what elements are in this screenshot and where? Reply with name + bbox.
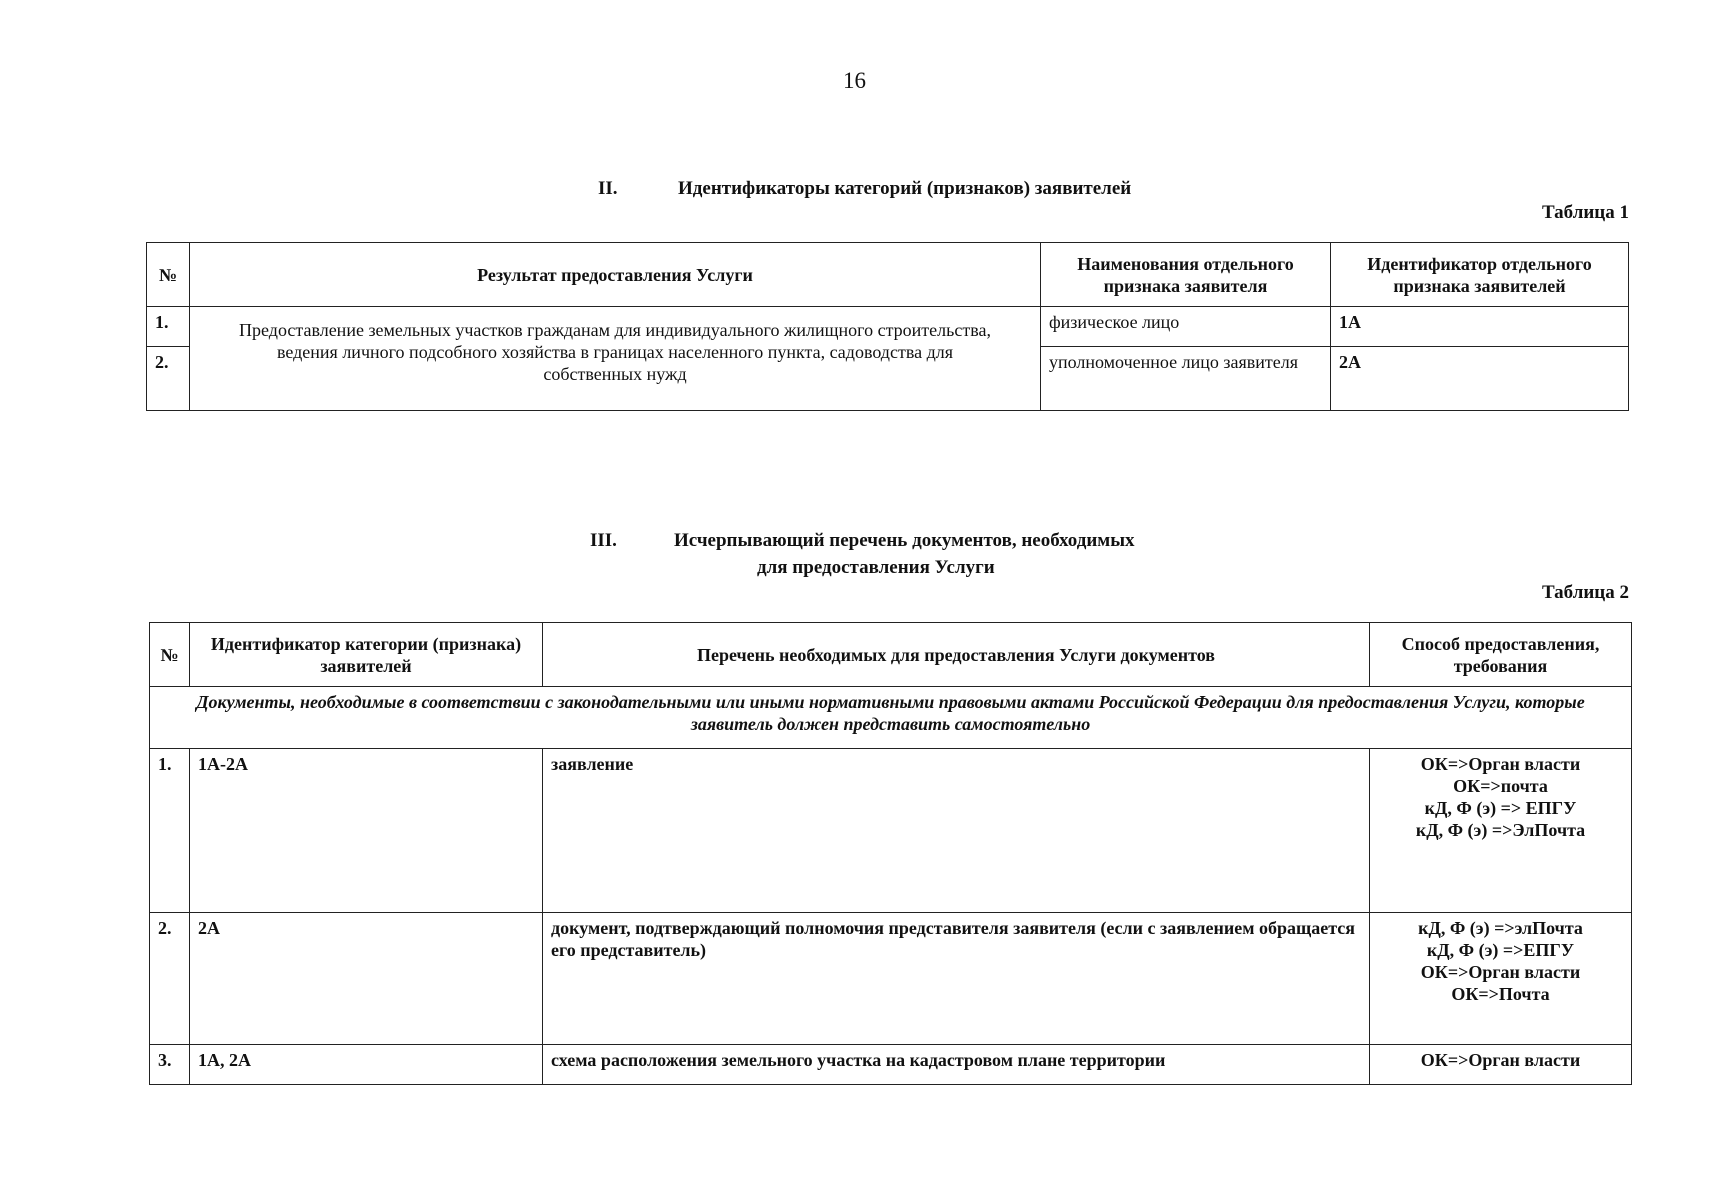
group-row	[150, 687, 1632, 749]
submission-method: ОК=>Орган власти	[1420, 962, 1581, 982]
table-1-caption: Таблица 1	[1541, 202, 1629, 223]
table-row	[150, 1045, 1632, 1085]
table-row	[150, 749, 1632, 913]
section-2-heading	[598, 178, 1131, 200]
table-1-header-result: Результат предоставления Услуги	[190, 243, 1041, 307]
row-number: 1.	[150, 749, 190, 913]
submission-method: кД, Ф (э) =>ЕПГУ	[1426, 940, 1575, 960]
row-number: 1.	[147, 307, 190, 347]
submission-method: кД, Ф (э) =>ЭлПочта	[1415, 820, 1586, 840]
table-2	[149, 622, 1632, 1085]
section-2-number: II.	[598, 178, 618, 199]
table-1-header-name: Наименования отдельного признака заявителя	[1041, 243, 1331, 307]
table-2-header-row	[150, 623, 1632, 687]
section-2-title: Идентификаторы категорий (признаков) заявителей	[678, 178, 1132, 199]
category-id: 2А	[190, 913, 543, 1045]
table-2-caption: Таблица 2	[1541, 582, 1629, 603]
applicant-feature-name: физическое лицо	[1041, 307, 1331, 347]
table-2-header-category: Идентификатор категории (признака) заявителей	[190, 623, 543, 687]
table-2-header-num: №	[150, 623, 190, 687]
row-number: 2.	[147, 347, 190, 411]
submission-methods	[1370, 913, 1632, 1045]
submission-method: ОК=>Орган власти	[1420, 1050, 1581, 1070]
section-3-number: III.	[590, 530, 617, 551]
table-1-header-num: №	[147, 243, 190, 307]
submission-methods	[1370, 1045, 1632, 1085]
table-1	[146, 242, 1629, 411]
group-row-text: Документы, необходимые в соответствии с законодательными или иными нормативными правовыми актами Российской Федерации для предоставления Услуги, которые заявитель должен представить самостоятельно	[150, 687, 1632, 749]
table-1-header-row	[147, 243, 1629, 307]
document-name: схема расположения земельного участка на кадастровом плане территории	[543, 1045, 1370, 1085]
table-1-header-id: Идентификатор отдельного признака заявителей	[1331, 243, 1629, 307]
submission-method: кД, Ф (э) => ЕПГУ	[1424, 798, 1577, 818]
service-result-text: Предоставление земельных участков гражданам для индивидуального жилищного строительства, ведения личного подсобного хозяйства в границах населенного пункта, садоводства для собственных нужд	[190, 307, 1041, 411]
table-row	[147, 307, 1629, 347]
row-number: 2.	[150, 913, 190, 1045]
section-3-title-line-1: Исчерпывающий перечень документов, необходимых	[674, 530, 1135, 551]
submission-method: ОК=>почта	[1453, 776, 1548, 796]
submission-method: ОК=>Орган власти	[1420, 754, 1581, 774]
category-id: 1А-2А	[190, 749, 543, 913]
document-name: документ, подтверждающий полномочия представителя заявителя (если с заявлением обращается его представитель)	[543, 913, 1370, 1045]
section-3-heading	[590, 530, 1135, 552]
page-number: 16	[843, 68, 866, 93]
category-id: 1А, 2А	[190, 1045, 543, 1085]
section-3-title-line-2: для предоставления Услуги	[757, 557, 995, 578]
table-2-header-method: Способ предоставления, требования	[1370, 623, 1632, 687]
submission-method: ОК=>Почта	[1451, 984, 1550, 1004]
applicant-feature-name: уполномоченное лицо заявителя	[1041, 347, 1331, 411]
submission-method: кД, Ф (э) =>элПочта	[1418, 918, 1583, 938]
row-number: 3.	[150, 1045, 190, 1085]
table-row	[150, 913, 1632, 1045]
document-name: заявление	[543, 749, 1370, 913]
applicant-feature-id: 2А	[1331, 347, 1629, 411]
table-2-header-documents: Перечень необходимых для предоставления Услуги документов	[543, 623, 1370, 687]
submission-methods	[1370, 749, 1632, 913]
applicant-feature-id: 1А	[1331, 307, 1629, 347]
